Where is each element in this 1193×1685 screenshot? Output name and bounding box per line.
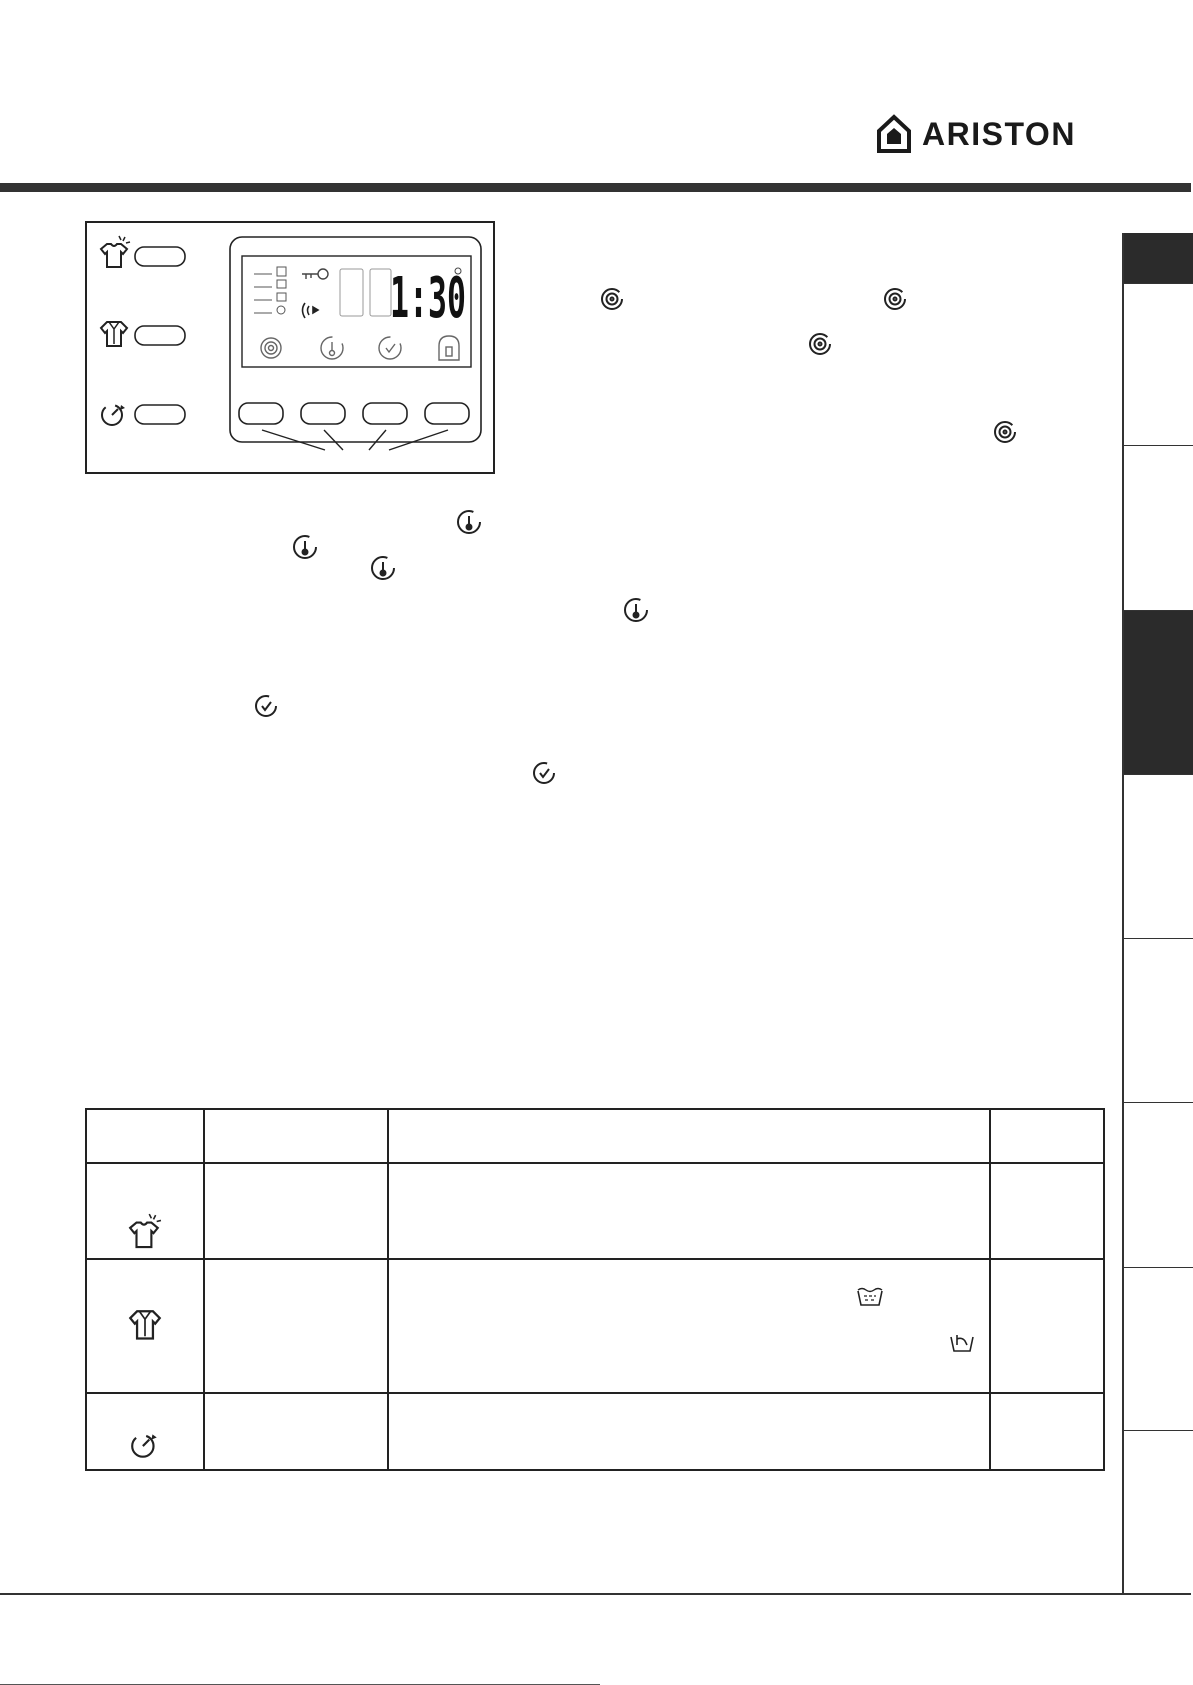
display-time: 1:30 [390,266,466,331]
hand-wash-icon [949,1333,975,1355]
side-tab-9[interactable] [1124,1431,1193,1593]
wash-tub-icon [857,1287,883,1307]
table-cell [388,1259,990,1393]
footer-rule [0,1593,1191,1595]
table-cell [204,1163,388,1259]
panel-button-2[interactable] [301,403,345,424]
table-row [86,1163,1104,1259]
header-cell [990,1109,1104,1163]
key-icon [302,269,328,279]
table-cell [990,1259,1104,1393]
side-tab-7[interactable] [1124,1103,1193,1268]
options-table [85,1108,1105,1471]
temperature-icon [321,337,343,359]
header-cell [86,1109,204,1163]
panel-button-4[interactable] [425,403,469,424]
table-header-row [86,1109,1104,1163]
spin-icon [992,419,1018,445]
option-button-1[interactable] [135,247,185,266]
house-icon [876,114,912,154]
brand-logo [876,112,1106,162]
ghost-digits [340,269,391,316]
option-button-2[interactable] [135,326,185,345]
shirt-collar-icon [128,1309,162,1343]
header-cell [204,1109,388,1163]
spin-icon [261,338,281,358]
spin-icon [599,286,625,312]
sound-icon [303,303,319,318]
table-cell [388,1393,990,1470]
shirt-sparkle-icon [128,1212,162,1248]
table-cell [990,1163,1104,1259]
spin-icon [807,331,833,357]
temperature-icon [455,508,483,536]
leader-lines [262,430,448,450]
table-row [86,1393,1104,1470]
side-tab-4[interactable] [1124,611,1193,775]
panel-button-3[interactable] [363,403,407,424]
side-tab-8[interactable] [1124,1268,1193,1431]
side-tab-3[interactable] [1124,446,1193,611]
delay-timer-icon [379,337,401,359]
table-cell [990,1393,1104,1470]
delay-timer-icon [252,692,280,720]
side-tab-6[interactable] [1124,939,1193,1103]
table-cell [204,1259,388,1393]
quick-timer-icon [129,1429,161,1461]
table-row [86,1259,1104,1393]
shirt-collar-icon [101,322,127,346]
temperature-icon [369,554,397,582]
temperature-icon [291,533,319,561]
quick-timer-icon [102,405,125,425]
table-cell [86,1259,204,1393]
panel-button-1[interactable] [239,403,283,424]
side-tab-5[interactable] [1124,775,1193,939]
spin-icon [882,286,908,312]
door-lock-icon [439,336,459,360]
side-index [1122,233,1193,1593]
side-tab-1[interactable] [1124,233,1193,284]
header-cell [388,1109,990,1163]
option-button-3[interactable] [135,405,185,424]
brand-name: ARISTON [922,116,1076,152]
table-cell [86,1393,204,1470]
table-cell [204,1393,388,1470]
delay-timer-icon [530,759,558,787]
control-panel-diagram [85,221,495,474]
control-panel-drawing [87,223,493,472]
temperature-icon [622,596,650,624]
table-cell [86,1163,204,1259]
table-cell [388,1163,990,1259]
header-rule [0,183,1191,192]
shirt-sparkle-icon [101,236,130,267]
side-tab-2[interactable] [1124,284,1193,446]
